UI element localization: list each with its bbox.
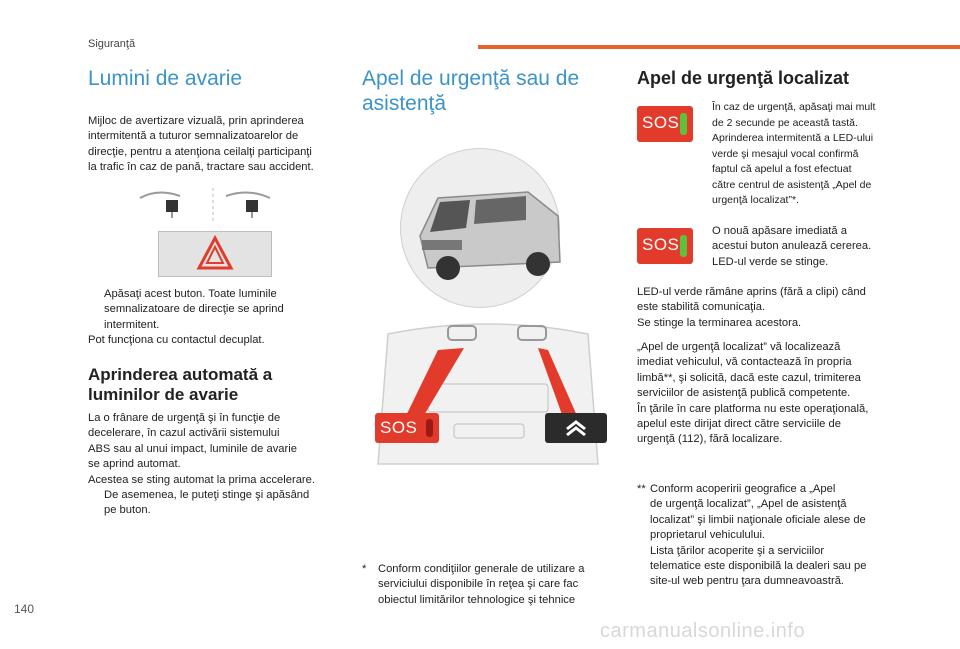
text-line: proprietarul vehiculului. [650, 529, 766, 542]
text-line: site-ul web pentru ţara dumneavoastră. [650, 575, 845, 588]
text-line: de 2 secunde pe această tastă. [712, 116, 858, 129]
text-line: Acestea se sting automat la prima accelerare. [88, 473, 315, 486]
text-line: În ţările în care platforma nu este operaţională, [637, 402, 869, 415]
text-line: urgenţă localizat”*. [712, 194, 799, 206]
green-led-icon [680, 235, 687, 257]
contact-note: Pot funcţiona cu contactul decuplat. [88, 334, 265, 347]
text-line: se aprind automat. [88, 458, 181, 471]
localised-call-description [637, 340, 899, 448]
sos-label: SOS [642, 235, 680, 254]
van-front-wheel [436, 256, 460, 280]
footnote-double [637, 482, 899, 590]
text-line: O nouă apăsare imediată a [712, 225, 847, 237]
sos-button-illustration [375, 413, 439, 443]
text-line: Se stinge la terminarea acestora. [637, 316, 802, 329]
text-line: este stabilită comunicaţia. [637, 301, 766, 314]
led-status-text [637, 285, 899, 331]
text-line: de urgenţă localizat”, „Apel de asistenţă [650, 498, 847, 511]
title-line: asistenţă [362, 92, 447, 115]
text-line: ABS sau al unui impact, luminile de avarie [88, 442, 297, 455]
sos-label: SOS [642, 113, 680, 132]
hazard-location-left [166, 200, 178, 212]
steering-wheel-right [226, 192, 270, 198]
sos-press-instruction [712, 100, 892, 209]
text-line: decelerare, în cazul activării sistemului [88, 427, 280, 440]
text-line: urgenţă (112), fără localizare. [637, 433, 783, 446]
title-line: Aprinderea automată a [88, 365, 273, 384]
text-line: LED-ul verde rămâne aprins (fără a clipi) când [637, 286, 866, 298]
hazard-intro [88, 114, 348, 176]
text-line: Lista ţărilor acoperite şi a serviciilor [650, 544, 825, 557]
text-line: LED-ul verde se stinge. [712, 255, 829, 268]
van-rear-wheel [526, 252, 550, 276]
text-line: localizat” şi limbii naţionale oficiale alese de [650, 513, 866, 526]
text-line: serviciului disponibile în reţea şi care fac [378, 578, 579, 591]
text-line: către centrul de asistenţă „Apel de [712, 178, 872, 191]
text-line: telematice este disponibilă la dealeri sau pe [650, 560, 867, 573]
text-line: apelul este dirijat direct către serviciile de [637, 418, 841, 431]
title-localised-call: Apel de urgenţă localizat [637, 68, 850, 88]
hazard-location-right [246, 200, 258, 212]
text-line: direcţie, pentru a atenţiona ceilalţi participanţi [88, 145, 312, 158]
footnote-marker: ** [637, 483, 646, 495]
auto-hazard-text [88, 411, 348, 519]
sos-button-icon-2 [637, 228, 693, 264]
title-line: luminilor de avarie [88, 385, 239, 404]
footnote-single [362, 562, 612, 608]
title-line: Apel de urgenţă sau de [362, 67, 580, 90]
sos-label: SOS [380, 418, 418, 437]
text-line: verde şi mesajul vocal confirmă [712, 147, 859, 160]
text-line: La o frânare de urgenţă şi în funcţie de [88, 412, 281, 424]
text-line: pe buton. [104, 504, 151, 517]
text-line: la trafic în caz de pană, tractare sau accident. [88, 161, 314, 174]
text-line: intermitentă a tuturor semnalizatoarelor de [88, 130, 299, 143]
text-line: faptul că apelul a fost efectuat [712, 163, 852, 175]
text-line: Conform condiţiilor generale de utilizare a [378, 563, 585, 575]
hazard-triangle-icon [159, 232, 271, 276]
overhead-console-illustration [368, 314, 608, 480]
title-emergency-call [362, 66, 579, 116]
text-line: Mijloc de avertizare vizuală, prin aprinderea [88, 115, 304, 127]
assistance-button-illustration [545, 413, 607, 443]
sos-button-icon-1 [637, 106, 693, 142]
van-illustration [408, 176, 568, 286]
sos-cancel-instruction [712, 224, 897, 270]
steering-wheels-illustration [138, 186, 288, 224]
green-led-icon [680, 113, 687, 135]
footnote-marker: * [362, 563, 367, 575]
section-label: Siguranţă [88, 38, 136, 50]
watermark: carmanualsonline.info [600, 620, 806, 642]
text-line: obiectul limitărilor tehnologice şi tehnice [378, 593, 576, 606]
text-line: limbă**, şi solicită, dacă este cazul, trimiterea [637, 371, 861, 384]
text-line: De asemenea, le puteţi stinge şi apăsând [104, 489, 310, 502]
hazard-button-illustration [158, 231, 272, 277]
sos-led-indicator [426, 419, 433, 437]
text-line: acestui buton anulează cererea. [712, 240, 872, 253]
van-side-window [474, 196, 526, 224]
steering-wheel-left [140, 192, 180, 198]
header-accent-bar [478, 45, 960, 49]
text-line: semnalizatoare de direcţie se aprind [104, 303, 284, 316]
text-line: Aprinderea intermitentă a LED-ului [712, 132, 874, 144]
text-line: intermitent. [104, 318, 160, 331]
text-line: În caz de urgenţă, apăsaţi mai mult [712, 101, 876, 113]
text-line: Apăsaţi acest buton. Toate luminile [104, 288, 277, 300]
press-instruction [88, 287, 348, 349]
brand-chevrons-icon [545, 413, 607, 443]
text-line: serviciilor de asistenţă publică competente. [637, 387, 851, 400]
page-number: 140 [14, 602, 35, 616]
text-line: „Apel de urgenţă localizat” vă localizează [637, 341, 841, 353]
title-auto-hazard [88, 365, 272, 405]
title-hazard-lights: Lumini de avarie [88, 67, 243, 90]
text-line: Conform acoperirii geografice a „Apel [650, 483, 836, 495]
text-line: imediat vehiculul, vă contactează în propria [637, 356, 852, 369]
